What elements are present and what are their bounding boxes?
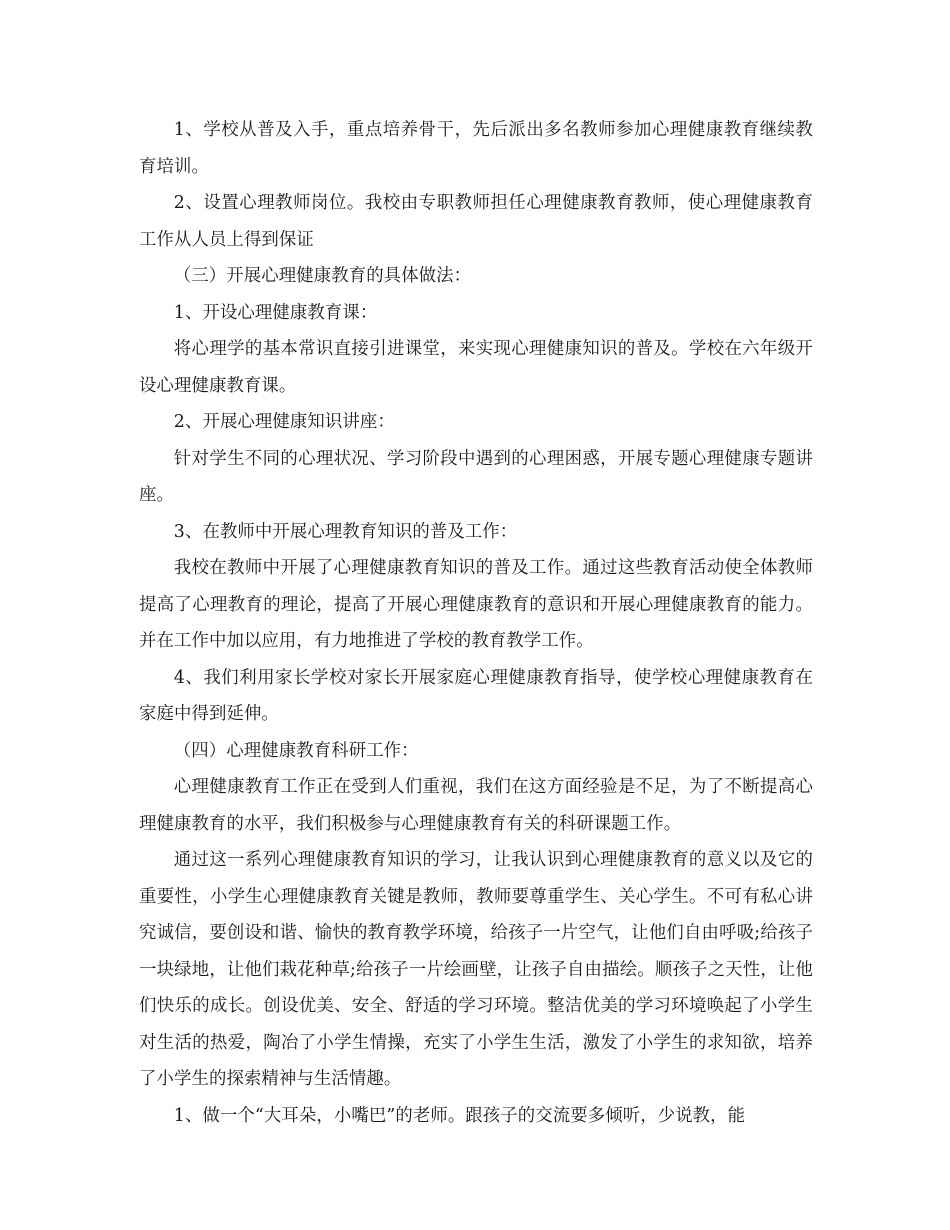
- paragraph-training: 1、学校从普及入手，重点培养骨干，先后派出多名教师参加心理健康教育继续教育培训。: [139, 120, 813, 177]
- item-lecture-heading: 2、开展心理健康知识讲座：: [173, 412, 395, 432]
- section-heading-3: （三）开展心理健康教育的具体做法：: [173, 266, 472, 286]
- paragraph-course: 将心理学的基本常识直接引进课堂，来实现心理健康知识的普及。学校在六年级开设心理健康教育课。: [139, 339, 813, 396]
- item-teacher-heading: 3、在教师中开展心理教育知识的普及工作：: [173, 521, 518, 542]
- paragraph-teacher: 我校在教师中开展了心理健康教育知识的普及工作。通过这些教育活动使全体教师提高了心理教育的理论，提高了开展心理健康教育的意识和开展心理健康教育的能力。并在工作中加以应用，有力地推进了学校的教育教学工作。: [139, 558, 813, 651]
- paragraph-research: 心理健康教育工作正在受到人们重视，我们在这方面经验是不足，为了不断提高心理健康教育的水平，我们积极参与心理健康教育有关的科研课题工作。: [139, 777, 813, 834]
- paragraph-parent-school: 4、我们利用家长学校对家长开展家庭心理健康教育指导，使学校心理健康教育在家庭中得到延伸。: [139, 667, 813, 724]
- item-course-heading: 1、开设心理健康教育课：: [173, 302, 378, 323]
- paragraph-teacher-post: 2、设置心理教师岗位。我校由专职教师担任心理健康教育教师，使心理健康教育工作从人员上得到保证: [139, 193, 813, 250]
- document-body: [139, 112, 813, 1134]
- paragraph-reflection: 通过这一系列心理健康教育知识的学习，让我认识到心理健康教育的意义以及它的重要性，小学生心理健康教育关键是教师，教师要尊重学生、关心学生。不可有私心讲究诚信，要创设和谐、愉快的教育教学环境，给孩子一片空气，让他们自由呼吸;给孩子一块绿地，让他们栽花种草;给孩子一片绘画壁，让孩子自由描绘。顺孩子之天性，让他们快乐的成长。创设优美、安全、舒适的学习环境。整洁优美的学习环境唤起了小学生对生活的热爱，陶冶了小学生情操，充实了小学生生活，激发了小学生的求知欲，培养了小学生的探索精神与生活情趣。: [139, 850, 813, 1089]
- paragraph-lecture: 针对学生不同的心理状况、学习阶段中遇到的心理困惑，开展专题心理健康专题讲座。: [139, 448, 813, 505]
- section-heading-4: （四）心理健康教育科研工作：: [173, 740, 419, 761]
- paragraph-listen: 1、做一个“大耳朵，小嘴巴”的老师。跟孩子的交流要多倾听，少说教，能: [173, 1105, 746, 1126]
